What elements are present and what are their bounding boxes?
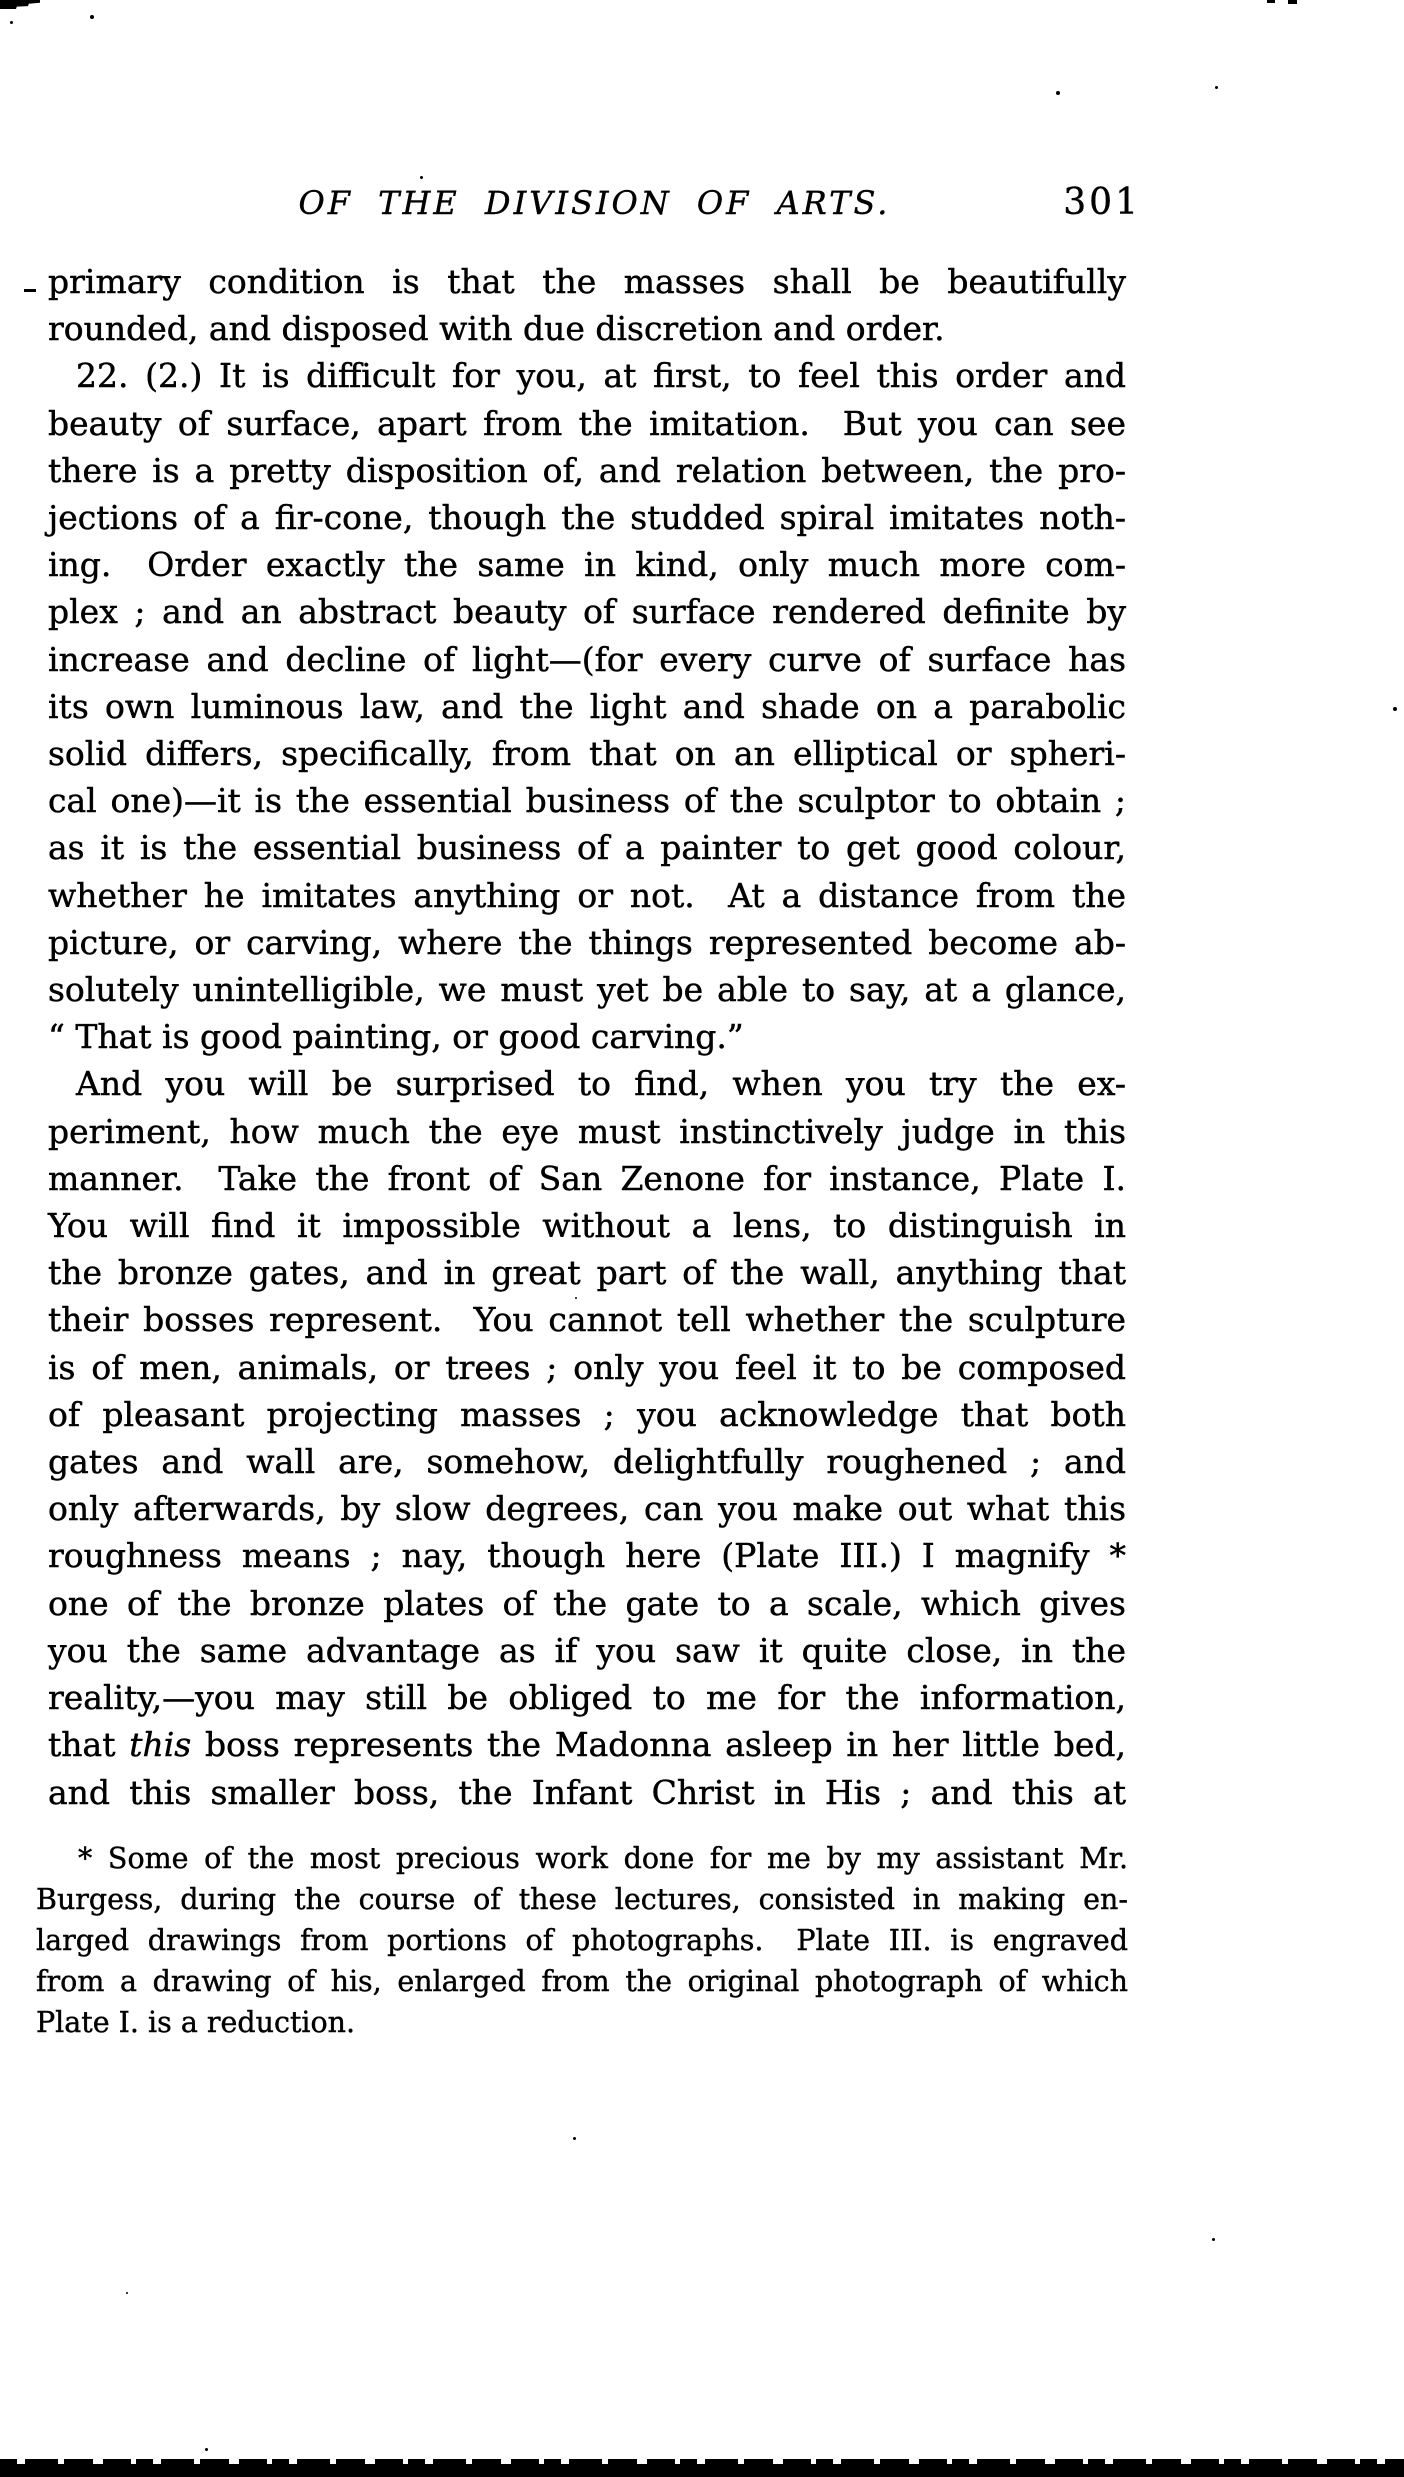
scan-artifact-top-right [1267,0,1275,3]
text-line: as it is the essential business of a painter to get good colour, [48,828,1126,868]
text-line: of pleasant projecting masses ; you acknowledge that both [48,1394,1126,1434]
text-line: that this boss represents the Madonna asleep in her little bed, [48,1725,1126,1765]
text-line: one of the bronze plates of the gate to a scale, which gives [48,1583,1126,1623]
text-line: jections of a fir-cone, though the studded spiral imitates noth- [48,498,1126,538]
text-line: picture, or carving, where the things represented become ab- [48,922,1126,962]
text-line: and this smaller boss, the Infant Christ in His ; and this at [48,1772,1126,1812]
page-header [48,184,1141,228]
text-line: increase and decline of light—(for every curve of surface has [48,639,1126,679]
text-line: beauty of surface, apart from the imitation. But you can see [48,403,1126,443]
text-line: the bronze gates, and in great part of the wall, anything that [48,1253,1126,1293]
text-line: solutely unintelligible, we must yet be able to say, at a glance, [48,970,1126,1010]
text-line: cal one)—it is the essential business of the sculptor to obtain ; [48,781,1126,821]
text-line: ing. Order exactly the same in kind, only much more com- [48,545,1126,585]
running-title: OF THE DIVISION OF ARTS. [298,184,891,222]
body-text-block [48,258,1126,1816]
ink-speck [126,2292,128,2294]
text-line: only afterwards, by slow degrees, can you make out what this [48,1489,1126,1529]
text-line: plex ; and an abstract beauty of surface rendered definite by [48,592,1126,632]
ink-speck [205,2448,208,2451]
text-line: Plate I. is a reduction. [36,2006,356,2039]
scan-artifact-top-right [1288,0,1297,4]
ink-speck [1056,91,1060,95]
text-line: solid differs, specifically, from that on an elliptical or spheri- [48,734,1126,774]
text-line: manner. Take the front of San Zenone for instance, Plate I. [48,1158,1126,1198]
text-line: you the same advantage as if you saw it quite close, in the [48,1630,1126,1670]
ink-speck [420,176,423,179]
text-line: there is a pretty disposition of, and relation between, the pro- [48,450,1126,490]
page-number: 301 [1063,182,1141,223]
text-line: primary condition is that the masses shall be beautifully [48,262,1126,301]
ink-speck [1393,707,1397,711]
text-line: is of men, animals, or trees ; only you feel it to be composed [48,1347,1126,1387]
text-line: Burgess, during the course of these lectures, consisted in making en- [36,1883,1128,1916]
text-line: whether he imitates anything or not. At a distance from the [48,875,1126,915]
ink-dash [24,289,36,292]
scan-artifact-top-left-corner [0,0,40,9]
text-line: periment, how much the eye must instinctively judge in this [48,1111,1126,1151]
text-line: “ That is good painting, or good carving.” [48,1017,744,1057]
text-line: its own luminous law, and the light and shade on a parabolic [48,686,1126,726]
text-line: 22. (2.) It is difficult for you, at first, to feel this order and [76,356,1126,396]
text-line: larged drawings from portions of photographs. Plate III. is engraved [36,1924,1128,1957]
text-line: roughness means ; nay, though here (Plate III.) I magnify * [48,1536,1126,1576]
ink-speck [10,21,13,24]
text-line: gates and wall are, somehow, delightfully roughened ; and [48,1442,1126,1482]
text-line: reality,—you may still be obliged to me for the information, [48,1678,1126,1718]
ink-speck [1212,2238,1215,2241]
ink-speck [90,15,94,19]
text-line: * Some of the most precious work done for me by my assistant Mr. [78,1842,1128,1875]
footnote-block [36,1838,1128,2043]
text-line: You will find it impossible without a lens, to distinguish in [48,1206,1126,1246]
text-line: from a drawing of his, enlarged from the original photograph of which [36,1965,1128,1998]
ink-speck [1215,86,1218,89]
ink-speck [573,2137,576,2140]
text-line: And you will be surprised to find, when you try the ex- [76,1064,1126,1104]
text-line: rounded, and disposed with due discretion and order. [48,309,945,349]
scan-artifact-bottom-bar [0,2464,1404,2477]
text-line: their bosses represent. You cannot tell whether the sculpture [48,1300,1126,1340]
